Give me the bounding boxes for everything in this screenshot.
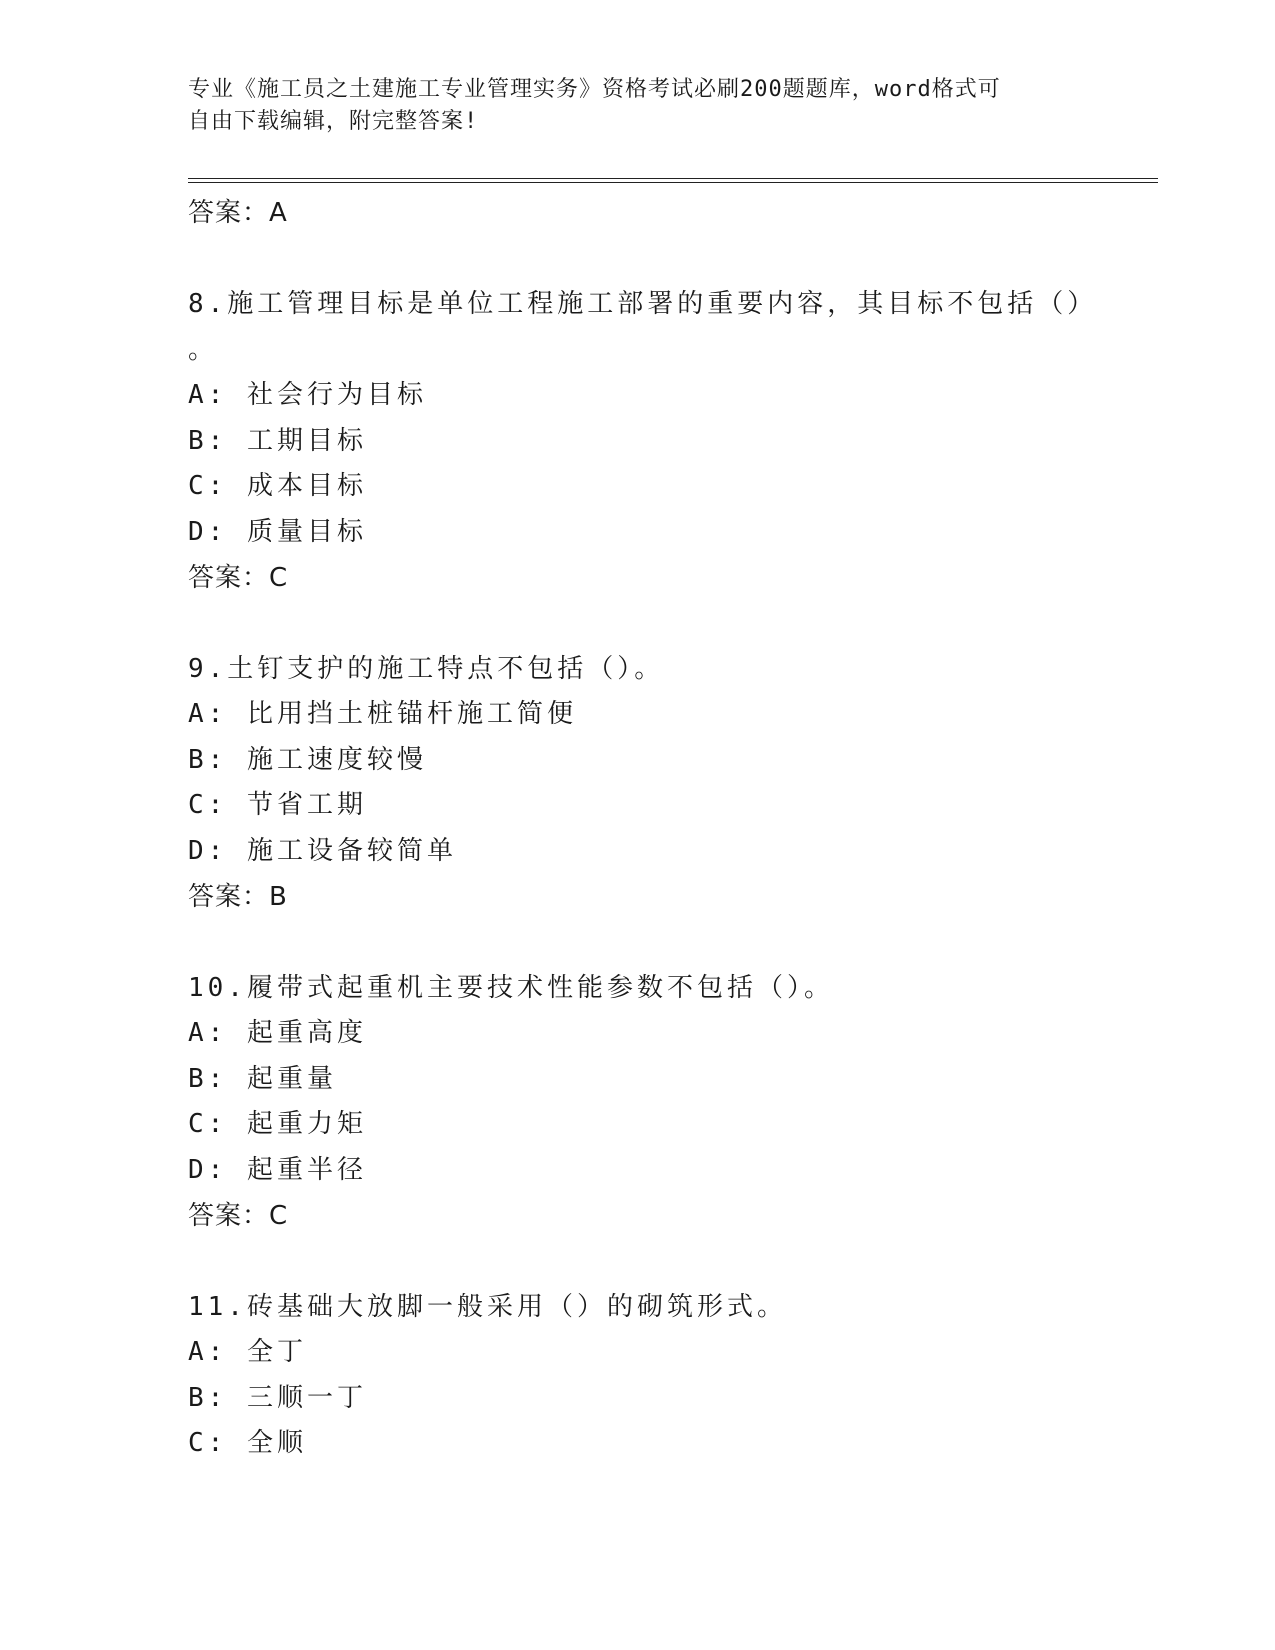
option-c: C: 成本目标: [188, 471, 367, 501]
header-rule-top: [188, 178, 1158, 179]
question-11: [188, 1284, 1158, 1467]
option-c: C: 全顺: [188, 1428, 307, 1458]
question-stem: 10.履带式起重机主要技术性能参数不包括（）。: [188, 973, 834, 1003]
option-b: B: 工期目标: [188, 425, 367, 456]
question-10: [188, 965, 1158, 1239]
option-d: D: 质量目标: [188, 516, 367, 547]
question-stem-line: 8.施工管理目标是单位工程施工部署的重要内容，其目标不包括（）: [188, 289, 1098, 319]
option-a: A: 社会行为目标: [188, 380, 427, 410]
document-body: [188, 190, 1158, 1467]
option-b: B: 施工速度较慢: [188, 744, 427, 775]
document-header: [188, 74, 1068, 138]
option-b: B: 三顺一丁: [188, 1382, 367, 1413]
option-a: A: 起重高度: [188, 1018, 367, 1048]
option-a: A: 全丁: [188, 1337, 307, 1367]
header-line-1: 专业《施工员之土建施工专业管理实务》资格考试必刷200题题库，word格式可: [188, 77, 1001, 102]
option-c: C: 起重力矩: [188, 1109, 367, 1139]
answer-line: 答案：C: [188, 1201, 289, 1231]
question-stem: 11.砖基础大放脚一般采用（）的砌筑形式。: [188, 1292, 787, 1322]
option-c: C: 节省工期: [188, 790, 367, 820]
previous-answer: 答案：A: [188, 198, 288, 228]
header-line-2: 自由下载编辑，附完整答案!: [188, 109, 479, 134]
option-d: D: 施工设备较简单: [188, 835, 457, 866]
option-b: B: 起重量: [188, 1063, 337, 1094]
option-a: A: 比用挡土桩锚杆施工简便: [188, 699, 577, 729]
question-stem: 9.土钉支护的施工特点不包括（）。: [188, 654, 665, 684]
question-9: [188, 646, 1158, 920]
question-8: [188, 281, 1158, 601]
question-stem-line: 。: [188, 335, 219, 365]
answer-line: 答案：B: [188, 882, 288, 912]
option-d: D: 起重半径: [188, 1154, 367, 1185]
answer-line: 答案：C: [188, 563, 289, 593]
header-rule-bottom: [188, 182, 1158, 183]
question-stem: [188, 281, 1158, 373]
